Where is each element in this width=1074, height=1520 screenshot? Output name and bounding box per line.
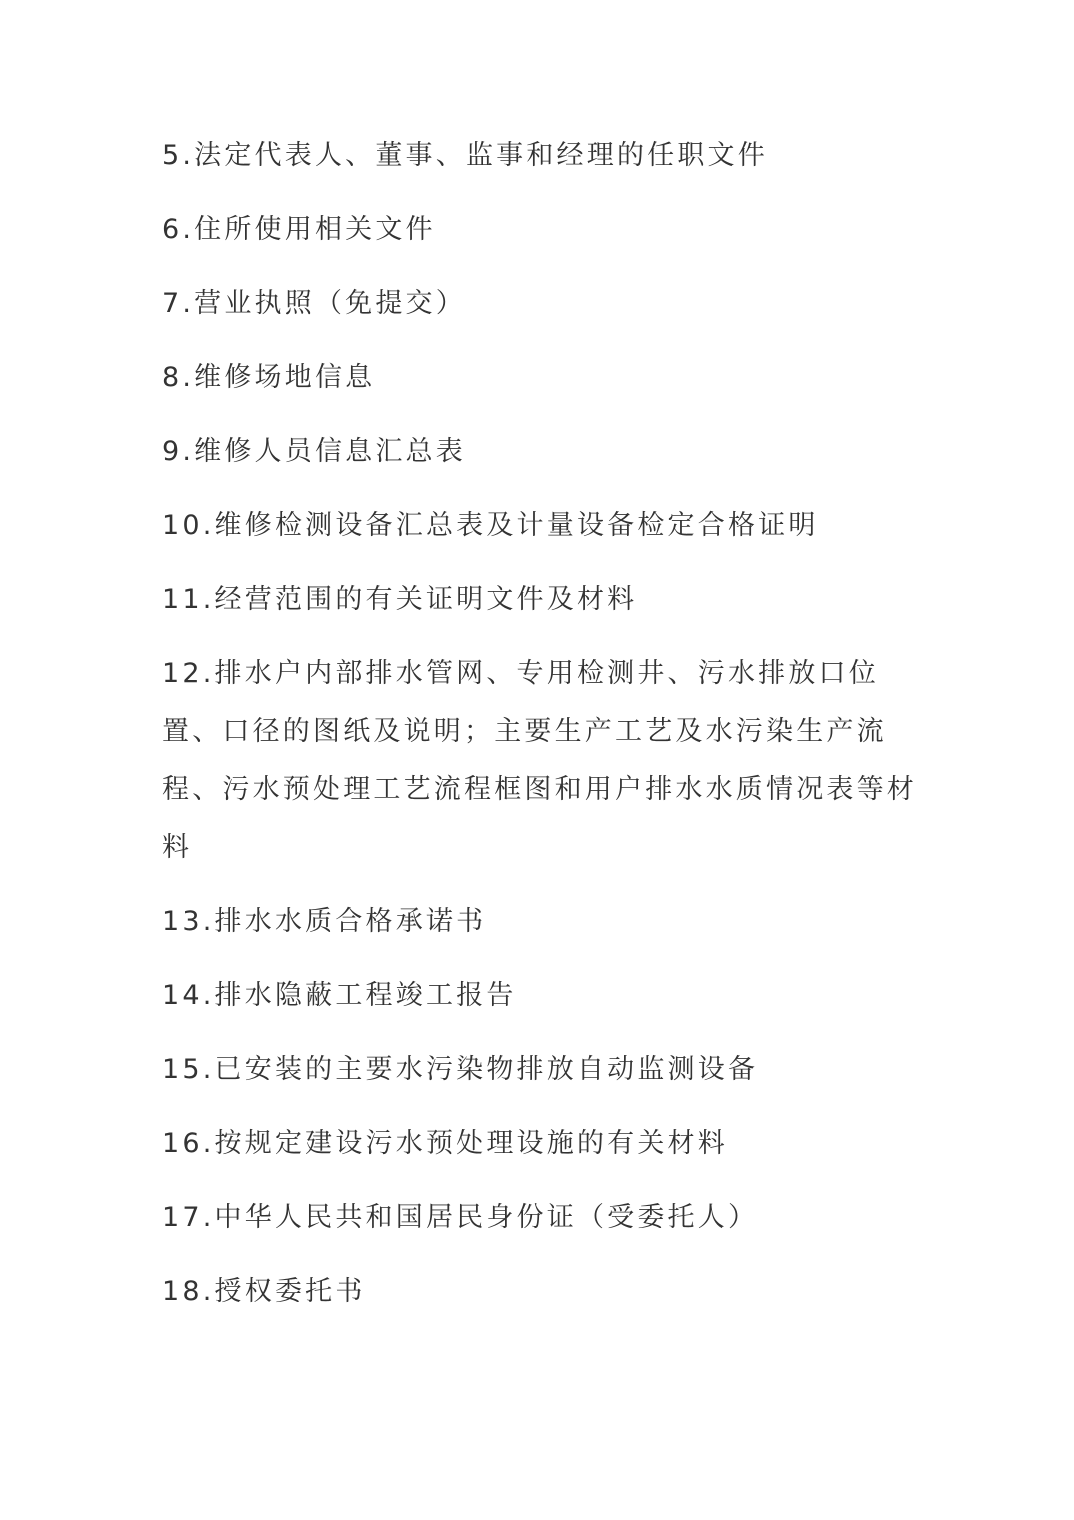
list-item-16: 16.按规定建设污水预处理设施的有关材料 <box>162 1128 728 1159</box>
list-item-10: 10.维修检测设备汇总表及计量设备检定合格证明 <box>162 510 819 541</box>
list-item-15: 15.已安装的主要水污染物排放自动监测设备 <box>162 1054 759 1085</box>
list-item-13: 13.排水水质合格承诺书 <box>162 906 487 937</box>
list-item-14: 14.排水隐蔽工程竣工报告 <box>162 980 517 1011</box>
list-item-7: 7.营业执照（免提交） <box>162 288 466 319</box>
list-item-6: 6.住所使用相关文件 <box>162 214 436 245</box>
list-item-17: 17.中华人民共和国居民身份证（受委托人） <box>162 1202 759 1233</box>
list-item-11: 11.经营范围的有关证明文件及材料 <box>162 584 638 615</box>
list-item-8: 8.维修场地信息 <box>162 362 376 393</box>
list-item-18: 18.授权委托书 <box>162 1276 366 1307</box>
list-item-12: 12.排水户内部排水管网、专用检测井、污水排放口位置、口径的图纸及说明；主要生产工艺及水污染生产流程、污水预处理工艺流程框图和用户排水水质情况表等材料 <box>162 658 917 863</box>
list-item-5: 5.法定代表人、董事、监事和经理的任职文件 <box>162 140 768 171</box>
list-item-9: 9.维修人员信息汇总表 <box>162 436 466 467</box>
requirements-list <box>162 132 922 1342</box>
